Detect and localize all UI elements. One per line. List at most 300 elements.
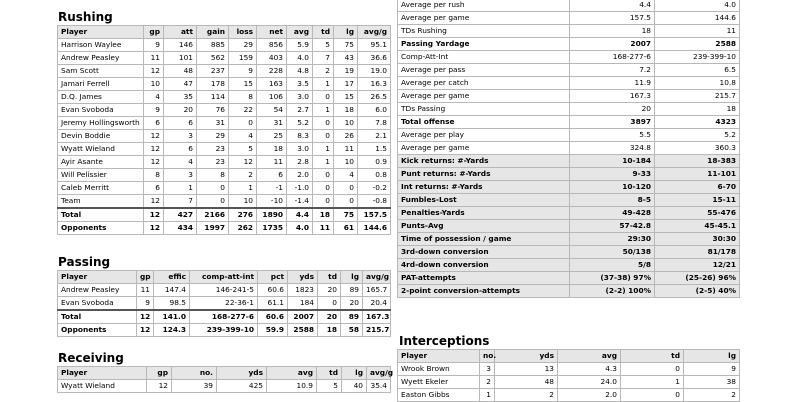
stat-value: 165.7 bbox=[363, 284, 391, 297]
stat-value: 8 bbox=[197, 169, 229, 182]
interceptions-section-title: Interceptions bbox=[399, 334, 490, 348]
table-row bbox=[58, 52, 391, 65]
stat-value: 2 bbox=[684, 389, 740, 402]
stat-value: 76 bbox=[197, 104, 229, 117]
stat-value: 9 bbox=[144, 39, 164, 52]
stat-value: 1 bbox=[229, 182, 257, 195]
team-stat-row bbox=[398, 0, 740, 12]
stat-value: 7 bbox=[164, 195, 197, 209]
stat-value: 20 bbox=[341, 297, 363, 311]
stat-value: 36.6 bbox=[358, 52, 391, 65]
stat-value: 4.8 bbox=[287, 65, 313, 78]
opponent-stat-value: 2588 bbox=[655, 38, 740, 51]
team-stat-value: 18 bbox=[570, 25, 655, 38]
team-stat-label: 4rd-down conversion bbox=[398, 259, 570, 272]
stat-value: 0 bbox=[313, 182, 334, 195]
column-header: lg bbox=[684, 350, 740, 363]
column-header: comp-att-int bbox=[190, 271, 258, 284]
stat-value: 3 bbox=[164, 130, 197, 143]
column-header: avg/g bbox=[358, 26, 391, 39]
stat-value: 237 bbox=[197, 65, 229, 78]
team-stat-row bbox=[398, 220, 740, 233]
team-stat-value: 10-184 bbox=[570, 155, 655, 168]
stat-value: 0 bbox=[313, 169, 334, 182]
team-stat-value: 57-42.8 bbox=[570, 220, 655, 233]
player-name: Wyett Ekeler bbox=[398, 376, 480, 389]
opponent-stat-value: 11-101 bbox=[655, 168, 740, 181]
stat-value: 23 bbox=[197, 156, 229, 169]
stat-value: 1.5 bbox=[358, 143, 391, 156]
player-name: Total bbox=[58, 310, 137, 324]
team-stat-row bbox=[398, 12, 740, 25]
stat-value: 228 bbox=[257, 65, 287, 78]
player-name: Total bbox=[58, 208, 144, 222]
team-stat-label: Average per rush bbox=[398, 0, 570, 12]
stat-value: 3.0 bbox=[287, 91, 313, 104]
opponent-stat-value: 215.7 bbox=[655, 90, 740, 103]
team-stat-value: 167.3 bbox=[570, 90, 655, 103]
stat-value: 403 bbox=[257, 52, 287, 65]
stat-value: 0 bbox=[334, 195, 358, 209]
team-stats-table bbox=[397, 0, 740, 298]
team-stat-value: 157.5 bbox=[570, 12, 655, 25]
opponent-stat-value: 144.6 bbox=[655, 12, 740, 25]
stat-value: 12 bbox=[144, 222, 164, 235]
stat-value: 1 bbox=[313, 156, 334, 169]
team-stat-row bbox=[398, 168, 740, 181]
stat-value: -1 bbox=[257, 182, 287, 195]
stat-value: 8.3 bbox=[287, 130, 313, 143]
stat-value: 19.0 bbox=[358, 65, 391, 78]
opponent-stat-value: 5.2 bbox=[655, 129, 740, 142]
table-row bbox=[58, 117, 391, 130]
stat-value: 20 bbox=[318, 310, 341, 324]
team-stat-label: Average per pass bbox=[398, 64, 570, 77]
team-stat-value: 5.5 bbox=[570, 129, 655, 142]
stat-value: 1 bbox=[621, 376, 684, 389]
table-row bbox=[58, 130, 391, 143]
opponents-row bbox=[58, 222, 391, 235]
column-header: Player bbox=[398, 350, 480, 363]
team-stat-row bbox=[398, 25, 740, 38]
stat-value: 184 bbox=[288, 297, 318, 311]
column-header: Player bbox=[58, 367, 147, 380]
stat-value: 23 bbox=[197, 143, 229, 156]
team-stat-row bbox=[398, 259, 740, 272]
stat-value: 3 bbox=[164, 169, 197, 182]
team-stat-label: Average per game bbox=[398, 142, 570, 155]
stat-value: 16.3 bbox=[358, 78, 391, 91]
stat-value: 12 bbox=[144, 65, 164, 78]
stat-value: 89 bbox=[341, 310, 363, 324]
player-name: Harrison Waylee bbox=[58, 39, 144, 52]
player-name: Jamari Ferrell bbox=[58, 78, 144, 91]
team-stat-value: 4.4 bbox=[570, 0, 655, 12]
opponent-stat-value: 12/21 bbox=[655, 259, 740, 272]
opponent-stat-value: (2-5) 40% bbox=[655, 285, 740, 298]
opponent-stat-value: 15-11 bbox=[655, 194, 740, 207]
team-stat-label: 3rd-down conversion bbox=[398, 246, 570, 259]
table-row bbox=[58, 39, 391, 52]
column-header: Player bbox=[58, 271, 137, 284]
stat-value: 147.4 bbox=[154, 284, 190, 297]
team-stat-label: Passing Yardage bbox=[398, 38, 570, 51]
stat-value: 157.5 bbox=[358, 208, 391, 222]
stat-value: 2.7 bbox=[287, 104, 313, 117]
column-header: avg bbox=[558, 350, 621, 363]
stat-value: 43 bbox=[334, 52, 358, 65]
stat-value: 1 bbox=[313, 78, 334, 91]
stat-value: 6 bbox=[164, 143, 197, 156]
opponent-stat-value: 239-399-10 bbox=[655, 51, 740, 64]
team-stat-row bbox=[398, 90, 740, 103]
stat-value: 4.3 bbox=[558, 363, 621, 376]
team-stat-value: 49-428 bbox=[570, 207, 655, 220]
column-header: td bbox=[313, 26, 334, 39]
table-row bbox=[58, 195, 391, 209]
stat-value: 20.4 bbox=[363, 297, 391, 311]
stat-value: 5.2 bbox=[287, 117, 313, 130]
player-name: Evan Svoboda bbox=[58, 104, 144, 117]
team-stat-value: 324.8 bbox=[570, 142, 655, 155]
stat-value: 10.9 bbox=[267, 380, 317, 393]
stat-value: 856 bbox=[257, 39, 287, 52]
team-stat-label: Punt returns: #-Yards bbox=[398, 168, 570, 181]
stat-value: 0.9 bbox=[358, 156, 391, 169]
opponent-stat-value: 18-383 bbox=[655, 155, 740, 168]
player-name: Opponents bbox=[58, 222, 144, 235]
stat-value: 9 bbox=[137, 297, 154, 311]
stat-value: 0 bbox=[197, 182, 229, 195]
stat-value: 38 bbox=[684, 376, 740, 389]
table-row bbox=[58, 143, 391, 156]
stat-value: 167.3 bbox=[363, 310, 391, 324]
stat-value: 106 bbox=[257, 91, 287, 104]
stat-value: 1997 bbox=[197, 222, 229, 235]
stat-value: 98.5 bbox=[154, 297, 190, 311]
column-header: gp bbox=[137, 271, 154, 284]
opponent-stat-value: 11 bbox=[655, 25, 740, 38]
stat-value: 61 bbox=[334, 222, 358, 235]
stat-value: 12 bbox=[137, 324, 154, 337]
column-header: lg bbox=[341, 271, 363, 284]
team-stat-row bbox=[398, 233, 740, 246]
total-row bbox=[58, 310, 391, 324]
stat-value: 0.8 bbox=[358, 169, 391, 182]
stat-value: 75 bbox=[334, 208, 358, 222]
column-header: no. bbox=[480, 350, 495, 363]
stat-value: 0 bbox=[229, 117, 257, 130]
stat-value: 24.0 bbox=[558, 376, 621, 389]
player-name: Evan Svoboda bbox=[58, 297, 137, 311]
stat-value: 2.0 bbox=[287, 169, 313, 182]
team-stat-value: 29:30 bbox=[570, 233, 655, 246]
team-stat-label: Time of possession / game bbox=[398, 233, 570, 246]
stat-value: 22-36-1 bbox=[190, 297, 258, 311]
column-header: avg/g bbox=[363, 271, 391, 284]
column-header: lg bbox=[334, 26, 358, 39]
total-row bbox=[58, 208, 391, 222]
stat-value: 11 bbox=[257, 156, 287, 169]
stat-value: 1735 bbox=[257, 222, 287, 235]
table-row bbox=[58, 156, 391, 169]
stat-value: 31 bbox=[257, 117, 287, 130]
column-header: td bbox=[318, 271, 341, 284]
player-name: Ayir Asante bbox=[58, 156, 144, 169]
team-stat-value: 7.2 bbox=[570, 64, 655, 77]
stat-value: 2 bbox=[480, 376, 495, 389]
stat-value: 0 bbox=[313, 91, 334, 104]
stat-value: 95.1 bbox=[358, 39, 391, 52]
column-header: avg bbox=[287, 26, 313, 39]
stat-value: 40 bbox=[342, 380, 367, 393]
stat-value: 35 bbox=[164, 91, 197, 104]
opponent-stat-value: 6.5 bbox=[655, 64, 740, 77]
stat-value: 12 bbox=[144, 143, 164, 156]
stat-value: 4 bbox=[229, 130, 257, 143]
stat-value: 10 bbox=[144, 78, 164, 91]
team-stat-value: 5/8 bbox=[570, 259, 655, 272]
stat-value: 5 bbox=[313, 39, 334, 52]
stat-value: -0.2 bbox=[358, 182, 391, 195]
stat-value: 8 bbox=[144, 169, 164, 182]
stat-value: 26 bbox=[334, 130, 358, 143]
stat-value: 39 bbox=[172, 380, 217, 393]
table-row bbox=[58, 297, 391, 311]
team-stat-row bbox=[398, 272, 740, 285]
stat-value: 15 bbox=[229, 78, 257, 91]
stat-value: 2007 bbox=[288, 310, 318, 324]
table-row bbox=[58, 284, 391, 297]
stat-value: 0 bbox=[313, 117, 334, 130]
stat-value: 215.7 bbox=[363, 324, 391, 337]
stat-value: 47 bbox=[164, 78, 197, 91]
column-header: lg bbox=[342, 367, 367, 380]
team-stat-row bbox=[398, 155, 740, 168]
column-header: avg/g bbox=[367, 367, 391, 380]
table-row bbox=[398, 376, 740, 389]
stat-value: 427 bbox=[164, 208, 197, 222]
team-stat-value: (2-2) 100% bbox=[570, 285, 655, 298]
stat-value: 434 bbox=[164, 222, 197, 235]
stat-value: 1 bbox=[313, 143, 334, 156]
stat-value: -1.4 bbox=[287, 195, 313, 209]
team-stat-value: 3897 bbox=[570, 116, 655, 129]
column-header: net bbox=[257, 26, 287, 39]
stat-value: 4 bbox=[144, 91, 164, 104]
stat-value: 54 bbox=[257, 104, 287, 117]
stat-value: 60.6 bbox=[258, 284, 288, 297]
interceptions-table bbox=[397, 349, 740, 402]
column-header: yds bbox=[288, 271, 318, 284]
team-stat-value: (37-38) 97% bbox=[570, 272, 655, 285]
stat-value: 12 bbox=[137, 310, 154, 324]
column-header: gp bbox=[147, 367, 172, 380]
stat-value: 1 bbox=[164, 182, 197, 195]
header-row bbox=[58, 367, 391, 380]
stat-value: 9 bbox=[144, 104, 164, 117]
stat-value: 11 bbox=[313, 222, 334, 235]
stat-value: 178 bbox=[197, 78, 229, 91]
team-stat-label: Total offense bbox=[398, 116, 570, 129]
stat-value: 31 bbox=[197, 117, 229, 130]
team-stat-label: Comp-Att-Int bbox=[398, 51, 570, 64]
stat-value: 276 bbox=[229, 208, 257, 222]
stat-value: 168-277-6 bbox=[190, 310, 258, 324]
stat-value: 2 bbox=[229, 169, 257, 182]
stat-value: 8 bbox=[229, 91, 257, 104]
team-stat-row bbox=[398, 116, 740, 129]
stat-value: 18 bbox=[318, 324, 341, 337]
team-stat-label: TDs Passing bbox=[398, 103, 570, 116]
team-stat-label: Kick returns: #-Yards bbox=[398, 155, 570, 168]
team-stat-row bbox=[398, 38, 740, 51]
team-stat-label: Penalties-Yards bbox=[398, 207, 570, 220]
stat-value: 11 bbox=[144, 52, 164, 65]
table-row bbox=[58, 380, 391, 393]
opponent-stat-value: 81/178 bbox=[655, 246, 740, 259]
stat-value: 6 bbox=[144, 182, 164, 195]
stat-value: 4.4 bbox=[287, 208, 313, 222]
stat-value: 0 bbox=[621, 389, 684, 402]
stat-value: 17 bbox=[334, 78, 358, 91]
stat-value: 10 bbox=[229, 195, 257, 209]
stat-value: 5.9 bbox=[287, 39, 313, 52]
stat-value: 4.0 bbox=[287, 52, 313, 65]
column-header: gain bbox=[197, 26, 229, 39]
stat-value: 2.1 bbox=[358, 130, 391, 143]
stat-value: 4 bbox=[164, 156, 197, 169]
column-header: Player bbox=[58, 26, 144, 39]
stat-value: 2 bbox=[495, 389, 558, 402]
opponents-row bbox=[58, 324, 391, 337]
stat-value: 2588 bbox=[288, 324, 318, 337]
stat-value: 18 bbox=[334, 104, 358, 117]
stat-value: 1 bbox=[480, 389, 495, 402]
header-row bbox=[398, 350, 740, 363]
table-row bbox=[58, 91, 391, 104]
column-header: gp bbox=[144, 26, 164, 39]
team-stat-value: 8-5 bbox=[570, 194, 655, 207]
stat-value: 61.1 bbox=[258, 297, 288, 311]
stat-value: 0 bbox=[318, 297, 341, 311]
team-stat-row bbox=[398, 77, 740, 90]
team-stat-value: 168-277-6 bbox=[570, 51, 655, 64]
stat-value: 12 bbox=[144, 130, 164, 143]
stat-value: 562 bbox=[197, 52, 229, 65]
team-stat-label: Int returns: #-Yards bbox=[398, 181, 570, 194]
player-name: D.Q. James bbox=[58, 91, 144, 104]
header-row bbox=[58, 26, 391, 39]
team-stat-label: Average per catch bbox=[398, 77, 570, 90]
column-header: yds bbox=[217, 367, 267, 380]
table-row bbox=[58, 104, 391, 117]
stat-value: 12 bbox=[229, 156, 257, 169]
stat-value: 2166 bbox=[197, 208, 229, 222]
stat-value: 1 bbox=[313, 104, 334, 117]
opponent-stat-value: (25-26) 96% bbox=[655, 272, 740, 285]
stat-value: 114 bbox=[197, 91, 229, 104]
stat-value: 20 bbox=[164, 104, 197, 117]
stat-value: 146-241-5 bbox=[190, 284, 258, 297]
team-stat-value: 9-33 bbox=[570, 168, 655, 181]
stat-value: 163 bbox=[257, 78, 287, 91]
column-header: yds bbox=[495, 350, 558, 363]
table-row bbox=[58, 182, 391, 195]
header-row bbox=[58, 271, 391, 284]
stat-value: 10 bbox=[334, 156, 358, 169]
table-row bbox=[398, 363, 740, 376]
stat-value: 7 bbox=[313, 52, 334, 65]
player-name: Devin Boddie bbox=[58, 130, 144, 143]
stat-value: 0 bbox=[197, 195, 229, 209]
stat-value: -1.0 bbox=[287, 182, 313, 195]
stat-value: 1890 bbox=[257, 208, 287, 222]
player-name: Wyatt Wieland bbox=[58, 380, 147, 393]
stat-value: 101 bbox=[164, 52, 197, 65]
stat-value: 141.0 bbox=[154, 310, 190, 324]
player-name: Jeremy Hollingsworth bbox=[58, 117, 144, 130]
team-stat-label: Fumbles-Lost bbox=[398, 194, 570, 207]
stat-value: 0 bbox=[621, 363, 684, 376]
passing-table bbox=[57, 270, 391, 337]
stat-value: 7.8 bbox=[358, 117, 391, 130]
stat-value: 29 bbox=[229, 39, 257, 52]
team-stat-row bbox=[398, 64, 740, 77]
opponent-stat-value: 55-476 bbox=[655, 207, 740, 220]
stat-value: 20 bbox=[318, 284, 341, 297]
team-stat-label: Average per play bbox=[398, 129, 570, 142]
stat-value: 18 bbox=[313, 208, 334, 222]
opponent-stat-value: 30:30 bbox=[655, 233, 740, 246]
team-stat-row bbox=[398, 285, 740, 298]
receiving-section-title: Receiving bbox=[58, 351, 124, 365]
player-name: Sam Scott bbox=[58, 65, 144, 78]
stat-value: 2.0 bbox=[558, 389, 621, 402]
stat-value: 12 bbox=[144, 156, 164, 169]
stat-value: 59.9 bbox=[258, 324, 288, 337]
stat-value: 425 bbox=[217, 380, 267, 393]
team-stat-label: Average per game bbox=[398, 12, 570, 25]
stat-value: 2 bbox=[313, 65, 334, 78]
stat-value: 48 bbox=[164, 65, 197, 78]
player-name: Easton Gibbs bbox=[398, 389, 480, 402]
team-stat-label: TDs Rushing bbox=[398, 25, 570, 38]
stat-value: 144.6 bbox=[358, 222, 391, 235]
player-name: Will Pelissier bbox=[58, 169, 144, 182]
stat-value: 9 bbox=[229, 65, 257, 78]
opponent-stat-value: 10.8 bbox=[655, 77, 740, 90]
column-header: no. bbox=[172, 367, 217, 380]
team-stat-value: 50/138 bbox=[570, 246, 655, 259]
stat-value: 124.3 bbox=[154, 324, 190, 337]
stat-value: 146 bbox=[164, 39, 197, 52]
stat-value: 6 bbox=[164, 117, 197, 130]
opponent-stat-value: 4.0 bbox=[655, 0, 740, 12]
stat-value: -0.8 bbox=[358, 195, 391, 209]
team-stat-row bbox=[398, 129, 740, 142]
stat-value: 1823 bbox=[288, 284, 318, 297]
player-name: Wrook Brown bbox=[398, 363, 480, 376]
stat-value: 48 bbox=[495, 376, 558, 389]
stat-value: 35.4 bbox=[367, 380, 391, 393]
player-name: Team bbox=[58, 195, 144, 209]
column-header: avg bbox=[267, 367, 317, 380]
opponent-stat-value: 45-45.1 bbox=[655, 220, 740, 233]
stat-value: 2.8 bbox=[287, 156, 313, 169]
team-stat-label: 2-point conversion-attempts bbox=[398, 285, 570, 298]
stat-value: 4.0 bbox=[287, 222, 313, 235]
